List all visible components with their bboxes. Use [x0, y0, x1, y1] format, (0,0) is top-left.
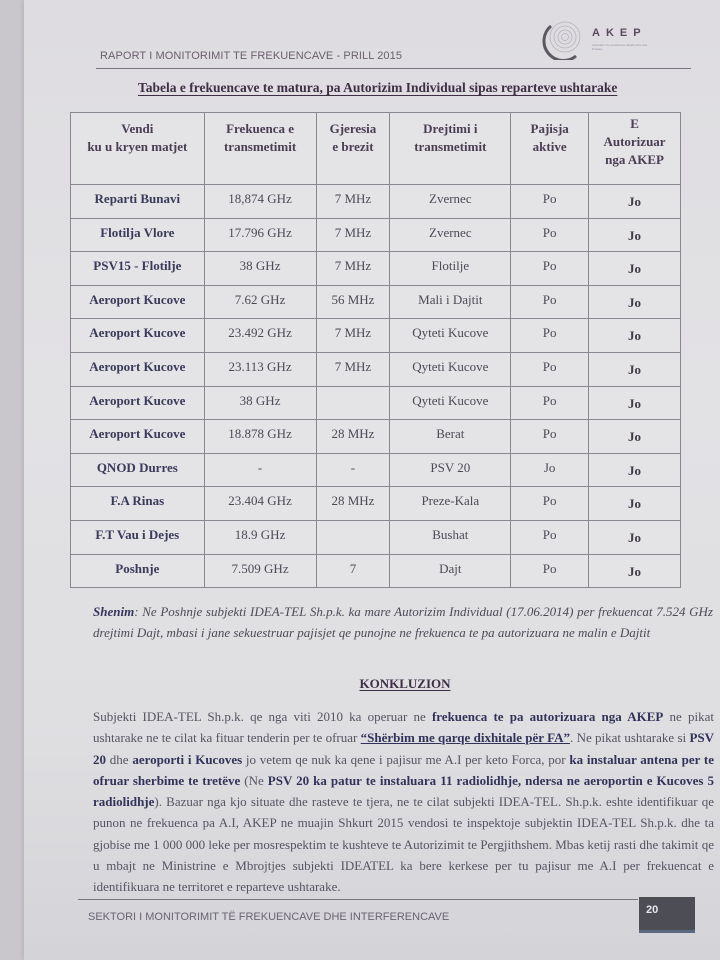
cell-authorized: Jo: [589, 285, 681, 319]
frequency-table: [70, 112, 681, 588]
cell-active: Po: [511, 487, 589, 521]
cell-bandwidth: [316, 520, 390, 554]
cell-location: F.T Vau i Dejes: [71, 520, 205, 554]
cell-direction: Preze-Kala: [390, 487, 511, 521]
cell-location: Aeroport Kucove: [71, 420, 205, 454]
cell-active: Po: [511, 352, 589, 386]
col-header-location: Vendi ku u kryen matjet: [71, 113, 205, 185]
cell-location: QNOD Durres: [71, 453, 205, 487]
note-label: Shenim: [93, 604, 135, 619]
cell-direction: Zvernec: [390, 185, 511, 219]
cell-authorized: Jo: [589, 352, 681, 386]
cell-active: Po: [511, 185, 589, 219]
cell-direction: Qyteti Kucove: [390, 352, 511, 386]
cell-direction: Berat: [390, 420, 511, 454]
cell-active: Po: [511, 285, 589, 319]
table-row: [71, 487, 681, 521]
cell-frequency: -: [204, 453, 316, 487]
cell-location: Poshnje: [71, 554, 205, 588]
document-page: [24, 0, 720, 960]
footer-text: SEKTORI I MONITORIMIT TË FREKUENCAVE DHE INTERFERENCAVE: [88, 911, 450, 923]
col-header-frequency: Frekuenca e transmetimit: [204, 113, 316, 185]
header-divider: [96, 68, 691, 69]
cell-frequency: 38 GHz: [204, 386, 316, 420]
cell-frequency: 7.509 GHz: [204, 554, 316, 588]
cell-authorized: Jo: [589, 319, 681, 353]
table-row: [71, 352, 681, 386]
cell-active: Jo: [511, 453, 589, 487]
conclusion-paragraph: Subjekti IDEA-TEL Sh.p.k. qe nga viti 2010 ka operuar ne frekuenca te pa autorizuara nga AKEP ne pikat ushtarake ne te cilat ka fituar tenderin per te ofruar “Shërbim me qarqe dixhitale për FA”. Ne pikat ushtarake si PSV 20 dhe aeroporti i Kucoves jo vetem qe nuk ka qene i pajisur me A.I per keto Forca, por ka instaluar antena per te ofruar sherbime te tretëve (Ne PSV 20 ka patur te instaluara 11 radiolidhje, ndersa ne aeroportin e Kucoves 5 radiolidhje). Bazuar nga kjo situate dhe rasteve te tjera, ne te cilat subjekti IDEA-TEL. Sh.p.k. eshte identifikuar qe punon ne frekuenca pa A.I, AKEP ne muajin Shkurt 2015 vendosi te inspektoje subjektin IDEA-TEL Sh.p.k. dhe ta gjobise me 1 000 000 leke per mosrespektim te kushteve te Autorizimit te Pergjithshem. Mbas ketij rasti dhe takimit qe u mbajt ne Ministrine e Mbrojtjes subjekti IDEATEL ka bere kerkese per tu pajisur me A.I per frekuencat e identifikuara ne territoret e reparteve ushtarake.: [93, 709, 715, 895]
cell-authorized: Jo: [589, 185, 681, 219]
cell-frequency: 18,874 GHz: [204, 185, 316, 219]
cell-bandwidth: 7 MHz: [316, 319, 390, 353]
cell-frequency: 23.113 GHz: [204, 352, 316, 386]
cell-bandwidth: 7 MHz: [316, 352, 390, 386]
akep-logo: [542, 18, 672, 62]
tender-name: “Shërbim me qarqe dixhitale për FA”: [360, 730, 571, 746]
cell-active: Po: [511, 319, 589, 353]
cell-location: Flotilja Vlore: [71, 218, 205, 252]
cell-location: Aeroport Kucove: [71, 352, 205, 386]
cell-direction: Dajt: [390, 554, 511, 588]
cell-direction: PSV 20: [390, 453, 511, 487]
cell-location: Aeroport Kucove: [71, 319, 205, 353]
cell-frequency: 38 GHz: [204, 252, 316, 286]
col-header-authorized: E Autorizuar nga AKEP: [589, 113, 681, 185]
cell-direction: Qyteti Kucove: [390, 319, 511, 353]
cell-direction: Mali i Dajtit: [390, 285, 511, 319]
cell-frequency: 18.878 GHz: [204, 420, 316, 454]
table-row: [71, 453, 681, 487]
cell-bandwidth: 7 MHz: [316, 252, 390, 286]
cell-bandwidth: 28 MHz: [316, 487, 390, 521]
cell-frequency: 18.9 GHz: [204, 520, 316, 554]
cell-frequency: 23.492 GHz: [204, 319, 316, 353]
cell-bandwidth: 7 MHz: [316, 185, 390, 219]
cell-authorized: Jo: [589, 386, 681, 420]
table-row: [71, 520, 681, 554]
cell-authorized: Jo: [589, 487, 681, 521]
table-row: [71, 218, 681, 252]
logo-subtitle: Autoriteti i Komunikimeve Elektronike dhe Postare: [592, 43, 648, 51]
cell-direction: Qyteti Kucove: [390, 386, 511, 420]
cell-location: Aeroport Kucove: [71, 285, 205, 319]
note-paragraph: [93, 601, 713, 643]
footer-divider: [78, 899, 638, 900]
table-title: Tabela e frekuencave te matura, pa Autorizim Individual sipas reparteve ushtarake: [138, 80, 618, 95]
table-row: [71, 252, 681, 286]
cell-frequency: 17.796 GHz: [204, 218, 316, 252]
cell-bandwidth: 56 MHz: [316, 285, 390, 319]
table-row: [71, 386, 681, 420]
col-header-bandwidth: Gjeresia e brezit: [316, 113, 390, 185]
page-number-badge: 20: [639, 897, 695, 933]
cell-direction: Flotilje: [390, 252, 511, 286]
cell-bandwidth: 7: [316, 554, 390, 588]
cell-bandwidth: 7 MHz: [316, 218, 390, 252]
note-text: : Ne Poshnje subjekti IDEA-TEL Sh.p.k. ka mare Autorizim Individual (17.06.2014) per frekuencat 7.524 GHz drejtimi Dajt, mbasi i jane sekuestruar pajisjet qe punojne ne frekuenca te pa autorizuara ne malin e Dajtit: [93, 604, 713, 640]
cell-active: Po: [511, 252, 589, 286]
cell-authorized: Jo: [589, 453, 681, 487]
report-header-title: RAPORT I MONITORIMIT TE FREKUENCAVE - PRILL 2015: [100, 50, 403, 62]
cell-frequency: 23.404 GHz: [204, 487, 316, 521]
table-row: [71, 185, 681, 219]
cell-active: Po: [511, 554, 589, 588]
logo-text: AKEP: [592, 27, 647, 39]
cell-bandwidth: -: [316, 453, 390, 487]
col-header-direction: Drejtimi i transmetimit: [390, 113, 511, 185]
table-row: [71, 420, 681, 454]
logo-rings-icon: [542, 18, 584, 60]
cell-active: Po: [511, 218, 589, 252]
cell-active: Po: [511, 386, 589, 420]
cell-authorized: Jo: [589, 420, 681, 454]
table-row: [71, 554, 681, 588]
conclusion-title: KONKLUZION: [359, 676, 451, 691]
cell-direction: Bushat: [390, 520, 511, 554]
cell-active: Po: [511, 520, 589, 554]
col-header-active: Pajisja aktive: [511, 113, 589, 185]
cell-authorized: Jo: [589, 252, 681, 286]
cell-bandwidth: [316, 386, 390, 420]
cell-bandwidth: 28 MHz: [316, 420, 390, 454]
cell-location: Aeroport Kucove: [71, 386, 205, 420]
cell-location: Reparti Bunavi: [71, 185, 205, 219]
table-row: [71, 285, 681, 319]
cell-location: F.A Rinas: [71, 487, 205, 521]
table-row: [71, 319, 681, 353]
cell-frequency: 7.62 GHz: [204, 285, 316, 319]
table-header-row: [71, 113, 681, 185]
cell-active: Po: [511, 420, 589, 454]
cell-location: PSV15 - Flotilje: [71, 252, 205, 286]
cell-direction: Zvernec: [390, 218, 511, 252]
cell-authorized: Jo: [589, 554, 681, 588]
cell-authorized: Jo: [589, 520, 681, 554]
cell-authorized: Jo: [589, 218, 681, 252]
